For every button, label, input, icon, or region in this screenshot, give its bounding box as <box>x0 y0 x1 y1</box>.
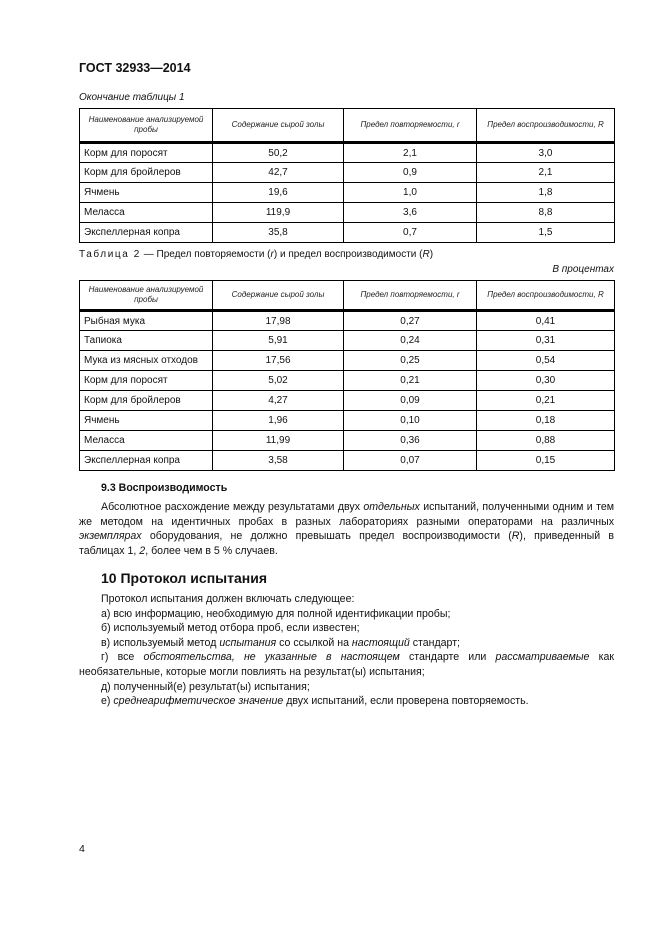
cell-r: 2,1 <box>344 143 477 163</box>
section-10-intro: Протокол испытания должен включать следующее: <box>101 593 355 605</box>
cell-sample: Ячмень <box>80 411 213 431</box>
section-9-3-heading: 9.3 Воспроизводимость <box>101 482 228 494</box>
list-item-b: б) используемый метод отбора проб, если известен; <box>101 622 360 635</box>
table1-col-ash: Содержание сырой золы <box>213 109 344 143</box>
table2-caption-label: Таблица 2 <box>79 249 141 260</box>
cell-R: 0,21 <box>477 391 615 411</box>
cell-r: 0,36 <box>344 431 477 451</box>
cell-sample: Меласса <box>80 431 213 451</box>
text-run: стандарте или <box>399 651 496 664</box>
cell-r: 1,0 <box>344 183 477 203</box>
list-item-g <box>79 650 614 679</box>
text-run-italic: 2 <box>139 544 146 557</box>
table2-col-reproducibility: Предел воспроизводимости, R <box>477 281 615 311</box>
cell-r: 3,6 <box>344 203 477 223</box>
table1 <box>79 108 615 243</box>
cell-r: 0,10 <box>344 411 477 431</box>
cell-ash: 35,8 <box>213 223 344 243</box>
cell-R: 0,54 <box>477 351 615 371</box>
table2-header-row <box>80 281 615 311</box>
table2-caption-text-1: — Предел повторяемости ( <box>140 249 271 260</box>
cell-r: 0,07 <box>344 451 477 471</box>
table1-col-sample: Наименование анализируемой пробы <box>80 109 213 143</box>
text-run: как необязательные, которые могли повлиять на результат(ы) испытания; <box>79 651 614 678</box>
cell-ash: 17,98 <box>213 311 344 331</box>
cell-sample: Экспеллерная копра <box>80 451 213 471</box>
cell-ash: 5,91 <box>213 331 344 351</box>
cell-r: 0,24 <box>344 331 477 351</box>
table2-caption-text-3: ) <box>429 249 434 260</box>
table1-col-repeatability: Предел повторяемости, r <box>344 109 477 143</box>
cell-r: 0,09 <box>344 391 477 411</box>
cell-ash: 19,6 <box>213 183 344 203</box>
text-run-italic: экземплярах <box>79 530 142 543</box>
list-item-e <box>79 694 614 709</box>
table1-caption: Окончание таблицы 1 <box>79 92 185 103</box>
text-run: , более чем в 5 % случаев. <box>145 544 278 557</box>
cell-ash: 42,7 <box>213 163 344 183</box>
cell-ash: 4,27 <box>213 391 344 411</box>
text-run: г) все <box>101 651 144 664</box>
cell-R: 8,8 <box>477 203 615 223</box>
cell-r: 0,7 <box>344 223 477 243</box>
cell-r: 0,25 <box>344 351 477 371</box>
table-row <box>80 451 615 471</box>
text-run-italic: среднеарифметическое значение <box>113 695 284 708</box>
cell-ash: 5,02 <box>213 371 344 391</box>
table-row <box>80 223 615 243</box>
cell-r: 0,21 <box>344 371 477 391</box>
section-10-body <box>79 592 614 709</box>
table-row <box>80 371 615 391</box>
section-9-3-paragraph <box>79 500 614 558</box>
cell-sample: Тапиока <box>80 331 213 351</box>
table-row <box>80 203 615 223</box>
table2-col-repeatability: Предел повторяемости, r <box>344 281 477 311</box>
cell-sample: Корм для бройлеров <box>80 163 213 183</box>
table-row <box>80 311 615 331</box>
text-run: в) используемый метод <box>101 636 220 649</box>
table2-caption-r: r <box>270 249 274 260</box>
table-row <box>80 351 615 371</box>
cell-R: 0,41 <box>477 311 615 331</box>
table-row <box>80 163 615 183</box>
table2-caption <box>79 249 433 260</box>
table1-header-row <box>80 109 615 143</box>
table-row <box>80 411 615 431</box>
cell-sample: Корм для бройлеров <box>80 391 213 411</box>
cell-R: 0,31 <box>477 331 615 351</box>
cell-R: 2,1 <box>477 163 615 183</box>
cell-R: 1,8 <box>477 183 615 203</box>
text-run-italic: настоящий <box>351 636 410 649</box>
table-row <box>80 143 615 163</box>
page-number: 4 <box>79 843 85 855</box>
table-row <box>80 331 615 351</box>
list-item-d: д) полученный(е) результат(ы) испытания; <box>101 680 310 693</box>
table2-caption-text-2: ) и предел воспроизводимости ( <box>273 249 423 260</box>
cell-R: 0,30 <box>477 371 615 391</box>
cell-ash: 119,9 <box>213 203 344 223</box>
table-row <box>80 431 615 451</box>
table2 <box>79 280 615 471</box>
table2-col-sample: Наименование анализируемой пробы <box>80 281 213 311</box>
table2-caption-R: R <box>422 249 430 260</box>
cell-ash: 3,58 <box>213 451 344 471</box>
cell-sample: Корм для поросят <box>80 143 213 163</box>
text-run-italic: испытания <box>219 636 277 649</box>
cell-R: 0,88 <box>477 431 615 451</box>
cell-r: 0,27 <box>344 311 477 331</box>
cell-sample: Экспеллерная копра <box>80 223 213 243</box>
cell-R: 3,0 <box>477 143 615 163</box>
text-run-italic: R <box>511 530 520 543</box>
text-run-italic: рассматриваемые <box>495 651 590 664</box>
cell-ash: 1,96 <box>213 411 344 431</box>
document-header: ГОСТ 32933—2014 <box>79 61 191 75</box>
text-run-italic: отдельных <box>363 501 420 513</box>
text-run-italic: обстоятельства, не указанные в настоящем <box>143 651 400 664</box>
table-row <box>80 183 615 203</box>
list-item-c <box>79 636 614 651</box>
table2-unit: В процентах <box>552 264 614 275</box>
cell-sample: Ячмень <box>80 183 213 203</box>
text-run: оборудования, не должно превышать предел воспроизводимости ( <box>141 530 512 543</box>
text-run: со ссылкой на <box>276 636 352 649</box>
cell-R: 0,18 <box>477 411 615 431</box>
cell-sample: Мука из мясных отходов <box>80 351 213 371</box>
text-run: ), приведенный в таблицах 1, <box>79 530 614 557</box>
table2-col-ash: Содержание сырой золы <box>213 281 344 311</box>
table-row <box>80 391 615 411</box>
section-10-heading: 10 Протокол испытания <box>101 570 267 586</box>
cell-R: 0,15 <box>477 451 615 471</box>
text-run: стандарт; <box>409 636 460 649</box>
cell-ash: 50,2 <box>213 143 344 163</box>
text-run: испытаний, полученными одним и тем же методом на идентичных пробах в разных лабораториях разными операторами на различных <box>79 501 614 528</box>
cell-ash: 11,99 <box>213 431 344 451</box>
cell-sample: Корм для поросят <box>80 371 213 391</box>
text-run: двух испытаний, если проверена повторяемость. <box>283 695 529 708</box>
cell-ash: 17,56 <box>213 351 344 371</box>
cell-r: 0,9 <box>344 163 477 183</box>
text-run: Абсолютное расхождение между результатами двух <box>101 501 364 513</box>
cell-R: 1,5 <box>477 223 615 243</box>
list-item-a: а) всю информацию, необходимую для полной идентификации пробы; <box>101 607 451 620</box>
text-run: е) <box>101 695 114 708</box>
table1-col-reproducibility: Предел воспроизводимости, R <box>477 109 615 143</box>
cell-sample: Меласса <box>80 203 213 223</box>
cell-sample: Рыбная мука <box>80 311 213 331</box>
